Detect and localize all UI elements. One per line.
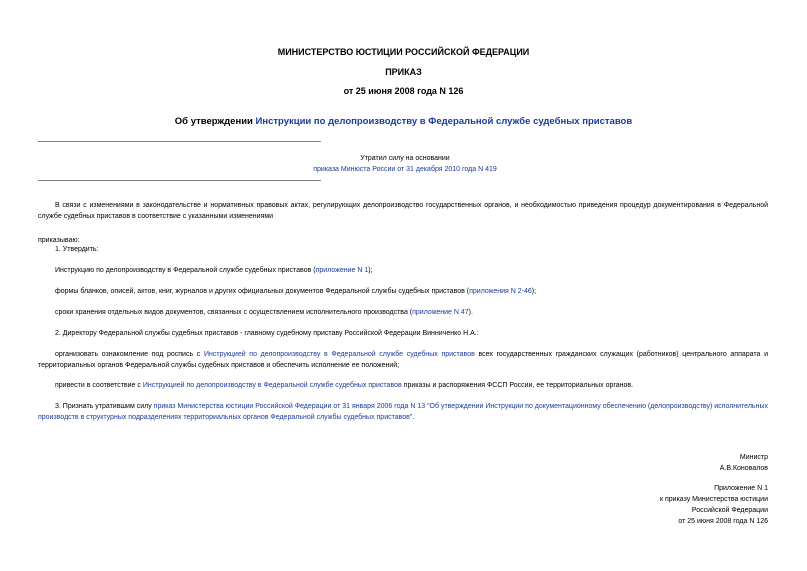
appendix-heading	[660, 483, 768, 527]
appendix-line-2: к приказу Министерства юстиции	[659, 496, 768, 503]
ministry-heading: МИНИСТЕРСТВО ЮСТИЦИИ РОССИЙСКОЙ ФЕДЕРАЦИИ	[277, 47, 530, 57]
appendix-1-link[interactable]: приложение N 1	[315, 267, 369, 274]
item-2: 2. Директору Федеральной службы судебных приставов - главному судебному приставу Российской Федерации Винниченко Н.А.:	[55, 330, 479, 337]
appendix-line-3: Российской Федерации	[691, 507, 768, 514]
page-title	[0, 116, 807, 127]
item-1: 1. Утвердить:	[55, 246, 99, 253]
item-1a: Инструкцию по делопроизводству в Федеральной службе судебных приставов (приложение N 1);	[55, 267, 373, 274]
appendix-2-46-link[interactable]: приложения N 2-46	[469, 288, 532, 295]
order-word: приказываю:	[38, 237, 80, 244]
signature-position: Министр	[739, 454, 768, 461]
date-number-heading: от 25 июня 2008 года N 126	[343, 86, 464, 96]
instruction-link-2a[interactable]: Инструкцией по делопроизводству в Федеральной службе судебных приставов	[203, 351, 475, 358]
item-3: 3. Признать утратившим силу приказ Министерства юстиции Российской Федерации от 31 января 2006 года N 13 "Об утверждении Инструкции по документационному обеспечению (делопроизводству) исполнительных производств в структурных подразделениях территориальных органов Федеральной службы судебных приставов".	[38, 403, 768, 421]
signature-block	[720, 452, 768, 474]
appendix-47-link[interactable]: приложение N 47	[412, 309, 469, 316]
divider-bottom	[38, 180, 321, 181]
repeal-notice-text: Утратил силу на основании	[360, 155, 450, 162]
signature-name: А.В.Коновалов	[719, 465, 768, 472]
title-prefix: Об утверждении	[174, 116, 256, 127]
item-1b: формы бланков, описей, актов, книг, журналов и других официальных документов Федеральной службы судебных приставов (приложения N 2-46);	[55, 288, 537, 295]
repeal-order-link[interactable]: приказа Минюста России от 31 декабря 2010 года N 419	[313, 166, 497, 173]
item-1c: сроки хранения отдельных видов документов, связанных с осуществлением исполнительного производства (приложение N 47).	[55, 309, 473, 316]
title-instruction-link[interactable]: Инструкции по делопроизводству в Федеральной службе судебных приставов	[255, 116, 633, 127]
appendix-line-4: от 25 июня 2008 года N 126	[678, 518, 768, 525]
appendix-line-1: Приложение N 1	[714, 485, 768, 492]
instruction-link-2b[interactable]: Инструкцией по делопроизводству в Федеральной службе судебных приставов	[142, 382, 402, 389]
item-2a: организовать ознакомление под роспись с Инструкцией по делопроизводству в Федеральной службе судебных приставов всех государственных гражданских служащих (работников) центрального аппарата и территориальных органов Федеральной службы судебных приставов и обеспечить исполнение ее положений;	[38, 351, 768, 369]
preamble-paragraph: В связи с изменениями в законодательстве и нормативных правовых актах, регулирующих делопроизводство государственных органов, и необходимостью приведения процедур документирования в Федеральной службе судебных приставов в соответствие с указанными изменениями	[38, 202, 768, 220]
doc-type-heading: ПРИКАЗ	[385, 67, 422, 77]
repealed-order-link[interactable]: приказ Министерства юстиции Российской Федерации от 31 января 2006 года N 13 "Об утверждении Инструкции по документационному обеспечению (делопроизводству) исполнительных производств в структурных подразделениях территориальных органов Федеральной службы судебных приставов"	[38, 403, 768, 421]
divider-top	[38, 141, 321, 142]
repeal-notice	[300, 153, 510, 175]
item-2b: привести в соответствие с Инструкцией по делопроизводству в Федеральной службе судебных приставов приказы и распоряжения ФССП России, ее территориальных органов.	[55, 382, 634, 389]
